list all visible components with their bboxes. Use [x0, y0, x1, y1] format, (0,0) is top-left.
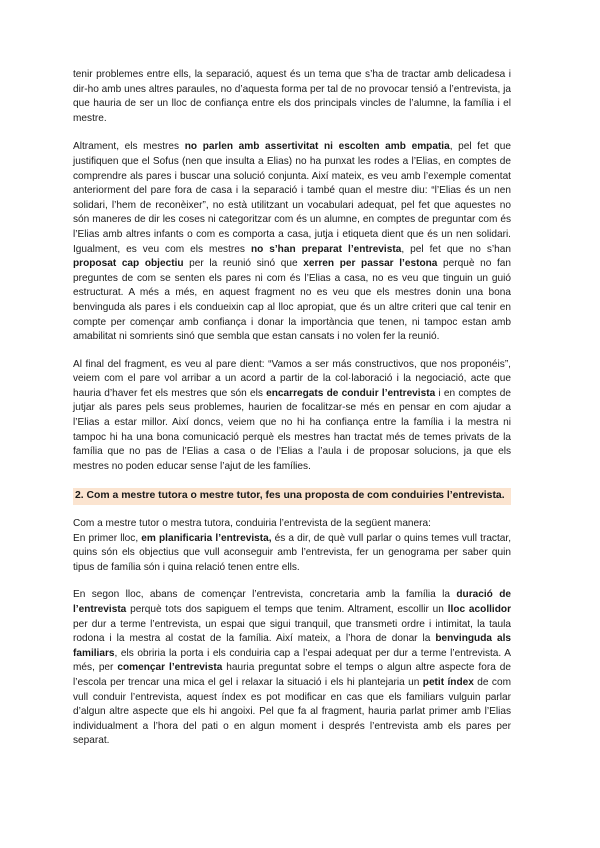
text-run: En segon lloc, abans de començar l’entrevista, concretaria amb la família la [73, 589, 457, 601]
text-run: hauria preguntat sobre el temps o algun altre aspecte fora de l’escola per trencar una mica el gel i relaxar la situació i els hi plantejaria un [73, 662, 511, 688]
text-run: Al final del fragment, es veu al pare dient: “Vamos a ser más constructivos, que nos proponéis”, veiem com el pare vol arribar a un acord a partir de la col·laboració i la negociació, acte que hauria d’haver fet els mestres que són els [73, 358, 511, 399]
text-run: tenir problemes entre ells, la separació, aquest és un tema que s’ha de tractar amb delicadesa i dir-ho amb unes altres paraules, no d’aquesta forma per tal de no provocar tensió a l’entrevista, ja que hauria de ser un lloc de confiança entre els dos principals vincles de l’alumne, la família i el mestre. [73, 69, 511, 124]
text-run: , pel fet que justifiquen que el Sofus (nen que insulta a Elias) no ha punxat les rodes a l’Elias, en comptes de comprendre als pares i buscar una solució conjunta. Així mateix, es veu amb l’exemple comentat anteriorment del pare fora de casa i la separació i també quan el mestre diu: “l’Elias és un nen solidari, l’hem de reconèixer”, no està utilitzant un vocabulari adequat, pel fet que aquestes no són maneres de dir les coses ni categoritzar com és un alumne, en comptes de preguntar com és l’Elias amb altres infants o com es comporta a casa, jutja i etiqueta dient que és un nen solidari. Igualment, es veu com els mestres [73, 141, 511, 255]
text-run: Com a mestre tutor o mestra tutora, conduiria l’entrevista de la següent manera: [73, 518, 431, 530]
paragraph-separation-topic [73, 68, 511, 126]
bold-phrase: benvinguda als familiars [73, 633, 511, 659]
text-run: , els obriria la porta i els conduiria cap a l’espai adequat per dur a terme l’entrevista. A més, per [73, 647, 511, 674]
bold-phrase: petit índex [422, 676, 474, 688]
paragraph-final-fragment [73, 358, 511, 475]
text-run: En primer lloc, [73, 532, 142, 544]
text-run: i en comptes de jutjar als pares pels seus problemes, haurien de focalitzar-se més en pensar en com ajudar a l’Elias a estar millor. Així doncs, veiem que no hi ha confiança entre la família i la mestra ni tampoc hi ha una bona comunicació perquè els mestres han tractat més de temes privats de la família que no pas de l’Elias a casa o de l’Elias a l’aula i de proposar solucions, ja que els mestres no poden educar sense l’ajut de les famílies. [73, 387, 511, 472]
paragraph-intro [73, 517, 511, 532]
bold-phrase: xerren per passar l’estona [303, 258, 438, 270]
bold-phrase: duració de l’entrevista [73, 589, 511, 615]
bold-phrase: lloc acollidor [447, 604, 511, 615]
bold-phrase: encarregats de conduir l’entrevista [266, 387, 436, 399]
text-run: és a dir, de què vull parlar o quins temes vull tractar, quins són els objectius que vull aconseguir amb l’entrevista, fer un genograma per saber quin tipus de família són i quina relació tenen entre ells. [73, 532, 512, 573]
bold-phrase: proposat cap objectiu [73, 258, 184, 270]
paragraph-first-step [73, 532, 511, 576]
bold-phrase: em planificaria l’entrevista, [141, 532, 272, 544]
bold-phrase: no parlen amb assertivitat ni escolten amb empatia [184, 141, 450, 153]
text-run: , pel fet que no s’han [401, 243, 512, 255]
text-run: per la reunió sinó que [183, 258, 304, 270]
bold-phrase: no s’han preparat l’entrevista [250, 243, 402, 255]
section-heading: 2. Com a mestre tutora o mestre tutor, fes una proposta de com conduiries l’entrevista. [73, 488, 511, 505]
text-run: perquè tots dos sapiguem el temps que tenim. Altrament, escollir un [126, 604, 448, 615]
text-run: Altrament, els mestres [73, 141, 185, 153]
bold-phrase: començar l’entrevista [117, 662, 223, 674]
text-run: per dur a terme l’entrevista, un espai que sigui tranquil, que transmeti ordre i intimitat, la taula rodona i la mestra al costat de la família. Així mateix, a l’hora de donar la [73, 618, 511, 645]
text-run: perquè no fan preguntes de com se senten els pares ni com és l’Elias a casa, no es veu que tinguin un guió estructurat. A més a més, en aquest fragment no es veu que els mestres donin una bona benvinguda als pares i els condueixin cap al lloc apropiat, que és un altre criteri que cal tenir en compte per començar amb confiança i donar la importància que tenen, ni tampoc estan amb amabilitat ni somrients sinó que sembla que estan cansats i no volen fer la reunió. [73, 258, 511, 343]
paragraph-second-step [73, 588, 511, 749]
document-body [73, 68, 511, 749]
text-run: de com vull conduir l’entrevista, aquest índex es pot modificar en cas que els familiars vulguin parlar d’algun altre aspecte que els hi angoixi. Pel que fa al fragment, hauria parlat primer amb l’Elias individualment a l’hora del pati o en algun moment i després l’entrevista amb els pares per separat. [73, 676, 512, 747]
paragraph-assertiveness [73, 140, 511, 344]
